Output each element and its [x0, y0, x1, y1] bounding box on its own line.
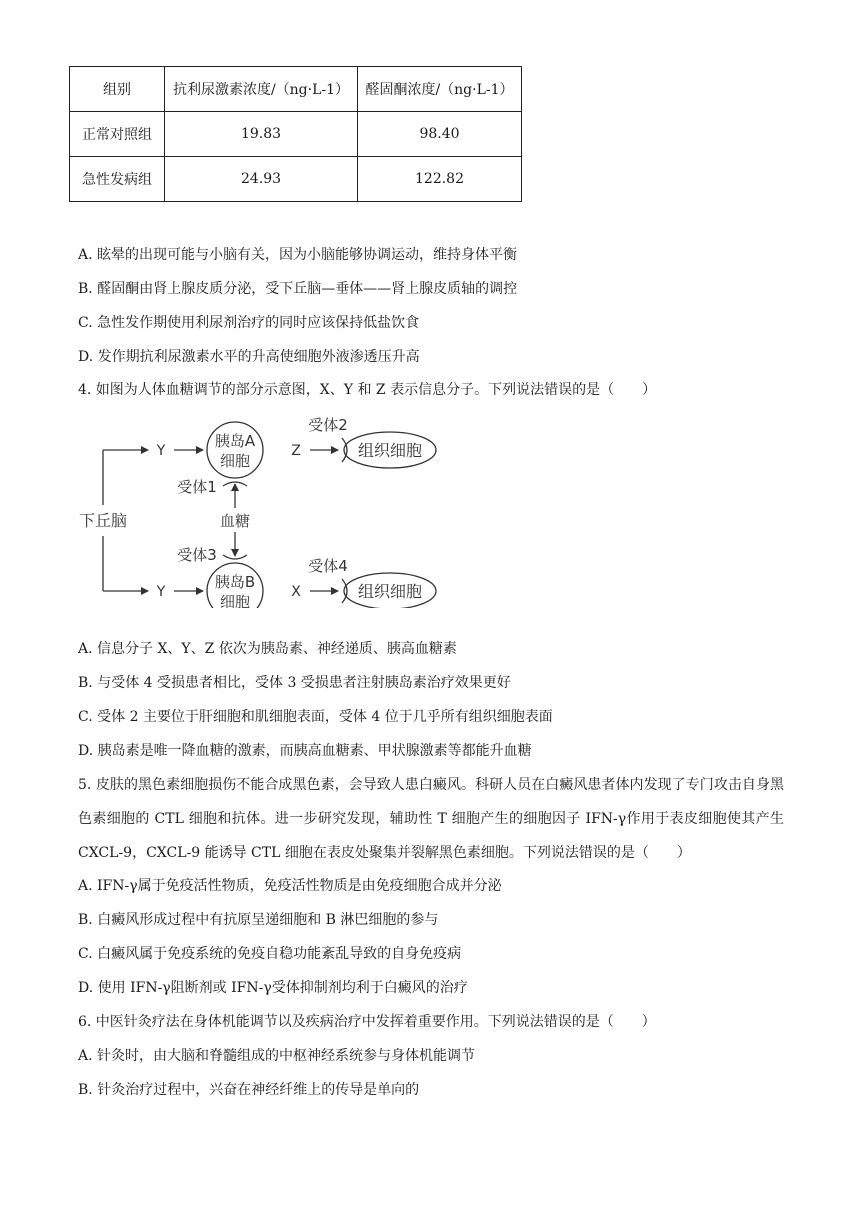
table-header-cell: 抗利尿激素浓度/（ng·L-1）	[165, 67, 358, 112]
q5-option-b: B. 白癜风形成过程中有抗原呈递细胞和 B 淋巴细胞的参与	[78, 912, 439, 928]
islet-a-label-line2: 细胞	[219, 452, 251, 470]
y-label-bottom: Y	[156, 584, 166, 600]
tissue-cell-top-label: 组织细胞	[357, 441, 423, 460]
x-label: X	[291, 584, 301, 600]
q5-option-d: D. 使用 IFN-γ阻断剂或 IFN-γ受体抑制剂均利于白癜风的治疗	[78, 980, 468, 996]
receptor-4-label: 受体4	[308, 557, 348, 575]
q6-stem: 6. 中医针灸疗法在身体机能调节以及疾病治疗中发挥着重要作用。下列说法错误的是（ ）	[78, 1014, 656, 1030]
table-cell: 19.83	[165, 112, 358, 157]
table-cell: 正常对照组	[70, 112, 165, 157]
hormone-table	[69, 66, 522, 202]
receptor-1-label: 受体1	[177, 478, 217, 496]
q4-option-b: B. 与受体 4 受损患者相比，受体 3 受损患者注射胰岛素治疗效果更好	[78, 675, 511, 691]
z-label: Z	[291, 443, 301, 459]
table-row	[70, 157, 522, 202]
q5-stem: 5. 皮肤的黑色素细胞损伤不能合成黑色素，会导致人患白癜风。科研人员在白癜风患者体内发现了专门攻击自身黑色素细胞的 CTL 细胞和抗体。进一步研究发现，辅助性 T 细胞产生的细胞因子 IFN-γ作用于表皮细胞使其产生 CXCL-9，CXCL-9 能诱导 CTL 细胞在表皮处聚集并裂解黑色素细胞。下列说法错误的是（ ）	[78, 777, 784, 861]
q3-option-c: C. 急性发作期使用利尿剂治疗的同时应该保持低盐饮食	[78, 315, 420, 331]
q3-option-a: A. 眩晕的出现可能与小脑有关，因为小脑能够协调运动，维持身体平衡	[78, 247, 518, 263]
q4-option-c: C. 受体 2 主要位于肝细胞和肌细胞表面，受体 4 位于几乎所有组织细胞表面	[78, 709, 553, 725]
q4-option-a: A. 信息分子 X、Y、Z 依次为胰岛素、神经递质、胰高血糖素	[78, 641, 457, 657]
tissue-cell-bottom-label: 组织细胞	[357, 582, 423, 601]
table-header-cell: 醛固酮浓度/（ng·L-1）	[358, 67, 522, 112]
table-cell: 急性发病组	[70, 157, 165, 202]
blood-sugar-regulation-diagram	[70, 408, 470, 608]
table-cell: 98.40	[358, 112, 522, 157]
table-cell: 122.82	[358, 157, 522, 202]
islet-b-label-line1: 胰岛B	[214, 573, 256, 591]
q4-option-d: D. 胰岛素是唯一降血糖的激素，而胰高血糖素、甲状腺激素等都能升血糖	[78, 743, 532, 759]
q3-option-d: D. 发作期抗利尿激素水平的升高使细胞外液渗透压升高	[78, 349, 420, 365]
blood-sugar-label: 血糖	[219, 512, 251, 530]
q5-option-c: C. 白癜风属于免疫系统的免疫自稳功能紊乱导致的自身免疫病	[78, 946, 462, 962]
receptor-3-label: 受体3	[177, 546, 217, 564]
q5-option-a: A. IFN-γ属于免疫活性物质，免疫活性物质是由免疫细胞合成并分泌	[78, 878, 502, 894]
table-header-cell: 组别	[70, 67, 165, 112]
hypothalamus-label: 下丘脑	[78, 511, 128, 530]
receptor-2-label: 受体2	[308, 416, 348, 434]
islet-b-label-line2: 细胞	[219, 593, 251, 608]
q6-option-b: B. 针灸治疗过程中，兴奋在神经纤维上的传导是单向的	[78, 1082, 420, 1098]
table-row	[70, 112, 522, 157]
q4-stem: 4. 如图为人体血糖调节的部分示意图，X、Y 和 Z 表示信息分子。下列说法错误的是（ ）	[78, 382, 657, 398]
islet-a-label-line1: 胰岛A	[214, 432, 256, 450]
y-label-top: Y	[156, 443, 166, 459]
table-cell: 24.93	[165, 157, 358, 202]
table-header-row	[70, 67, 522, 112]
q6-option-a: A. 针灸时，由大脑和脊髓组成的中枢神经系统参与身体机能调节	[78, 1048, 476, 1064]
q3-option-b: B. 醛固酮由肾上腺皮质分泌，受下丘脑—垂体——肾上腺皮质轴的调控	[78, 281, 518, 297]
